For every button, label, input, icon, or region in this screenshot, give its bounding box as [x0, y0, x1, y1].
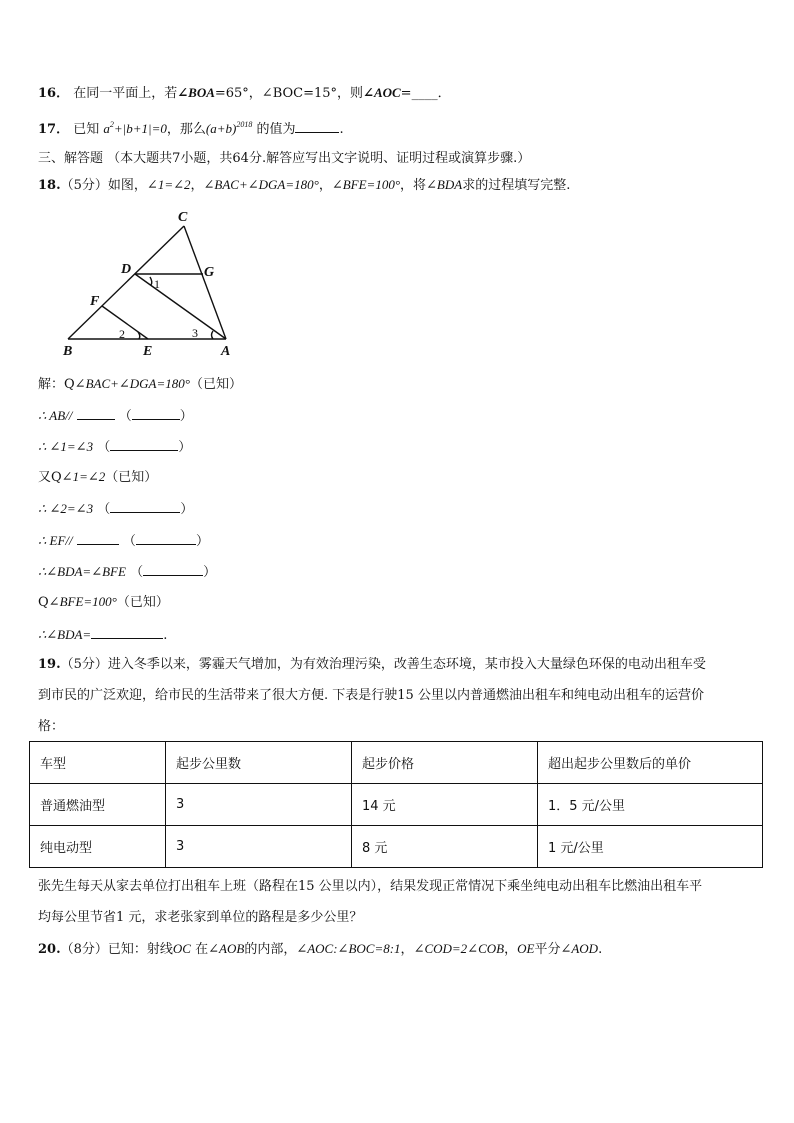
label-angle-2: 2	[119, 327, 125, 341]
question-number: 20.	[38, 942, 61, 957]
question-score: （5分）	[60, 657, 108, 672]
table-cell: 8 元	[352, 826, 538, 868]
segment-da	[135, 274, 226, 339]
question-19-text: 格：	[38, 719, 65, 734]
question-number: 18.	[38, 178, 61, 193]
math-expr: ∠AOC	[363, 85, 401, 100]
label-e: E	[143, 344, 153, 358]
solution-step-5: ∴ ∠2=∠3 （ ）	[38, 501, 194, 517]
question-text: =65°，∠BOC=15°，则	[214, 86, 364, 101]
question-19-text: 张先生每天从家去单位打出租车上班（路程在15 公里以内），结果发现正常情况下乘坐纯电动出租车比燃油出租车平	[38, 879, 703, 894]
table-cell: 1 元/公里	[538, 826, 763, 868]
answer-blank	[91, 625, 163, 639]
question-text: 的值为	[256, 122, 296, 137]
answer-blank	[77, 531, 119, 545]
question-text: 在	[195, 942, 209, 957]
reason-blank	[136, 531, 196, 545]
segment-fe	[102, 306, 148, 339]
reason-blank	[110, 437, 178, 451]
question-number: 19.	[38, 657, 61, 672]
math-expr: ∴ AB//	[38, 408, 73, 423]
table-header-cell: 起步价格	[352, 742, 538, 784]
question-text: ，那么	[166, 122, 206, 137]
solution-step-4: 又Q∠1=∠2（已知）	[38, 469, 158, 485]
table-cell: 1．5 元/公里	[538, 784, 763, 826]
table-row	[30, 784, 763, 826]
math-expr: ∠BFE=100°	[331, 177, 401, 192]
question-text: 进入冬季以来，雾霾天气增加，为有效治理污染，改善生态环境，某市投入大量绿色环保的电动出租车受	[107, 657, 706, 672]
solution-step-2: ∴ AB// （ ）	[38, 408, 193, 424]
question-text: 已知	[73, 122, 100, 137]
table-cell: 14 元	[352, 784, 538, 826]
table-header-cell: 车型	[30, 742, 166, 784]
question-text: =____．	[400, 86, 451, 101]
label-angle-1: 1	[154, 277, 160, 291]
table-row	[30, 826, 763, 868]
table-cell: 3	[166, 826, 352, 868]
question-text: 在同一平面上，若	[73, 86, 178, 101]
question-text: .	[339, 122, 344, 137]
table-cell: 普通燃油型	[30, 784, 166, 826]
question-text: 求的过程填写完整.	[462, 178, 571, 193]
label-g: G	[204, 265, 215, 280]
answer-blank	[295, 119, 339, 133]
math-expr: ∠1=∠2	[61, 469, 106, 484]
table-header-row	[30, 742, 763, 784]
solution-step-9: ∴∠BDA= .	[38, 627, 168, 643]
math-expr: ∴∠BDA=	[38, 627, 92, 642]
reason-blank	[143, 562, 203, 576]
math-expr: $a^2+|b+1|=0$	[103, 120, 167, 136]
math-expr: ∴ ∠2=∠3	[38, 501, 94, 516]
solution-step-8: Q∠BFE=100°（已知）	[38, 594, 169, 610]
solution-step-6: ∴ EF// （ ）	[38, 533, 209, 549]
math-expr: OE	[517, 941, 535, 956]
question-19-text: 均每公里节省1 元，求老张家到单位的路程是多少公里？	[38, 910, 363, 925]
reason-blank	[110, 499, 180, 513]
question-16	[38, 84, 451, 103]
math-expr: OC	[172, 941, 191, 956]
question-20: 20.（8分）已知：射线OC 在∠AOB的内部，∠AOC:∠BOC=8:1，∠COD=2∠COB，OE平分∠AOD.	[38, 941, 603, 957]
angle-mark-3	[212, 331, 214, 339]
question-text: 平分	[534, 942, 561, 957]
math-expr: ∠AOC:∠BOC=8:1	[296, 941, 401, 956]
label-b: B	[63, 344, 73, 358]
solution-step-3: ∴ ∠1=∠3 （ ）	[38, 439, 192, 455]
table-header-cell: 超出起步公里数后的单价	[538, 742, 763, 784]
question-number: 16．	[38, 86, 70, 101]
math-expr: ∴ ∠1=∠3	[38, 439, 94, 454]
question-18: 18.（5分）如图，∠1=∠2，∠BAC+∠DGA=180°，∠BFE=100°，将∠BDA求的过程填写完整.	[38, 177, 571, 193]
table-header-cell: 起步公里数	[166, 742, 352, 784]
question-text: 如图，	[107, 178, 147, 193]
math-expr: $(a+b)^{2018}$	[205, 120, 253, 136]
solution-step-1: 解：Q∠BAC+∠DGA=180°（已知）	[38, 376, 242, 392]
math-expr: ∠BAC+∠DGA=180°	[203, 177, 319, 192]
math-expr: ∠BAC+∠DGA=180°	[74, 376, 190, 391]
question-17	[38, 119, 344, 139]
math-expr: ∠BOA	[177, 85, 215, 100]
question-number: 17．	[38, 122, 70, 137]
table-cell: 3	[166, 784, 352, 826]
segment-ca	[184, 226, 226, 339]
geometry-figure	[58, 208, 238, 358]
label-angle-3: 3	[192, 326, 198, 340]
math-expr: ∠BFE=100°	[48, 594, 117, 609]
math-expr: ∠AOD	[560, 941, 599, 956]
label-c: C	[178, 210, 188, 225]
question-19	[38, 656, 706, 674]
reason-blank	[132, 406, 180, 420]
math-expr: ∠AOB	[208, 941, 245, 956]
angle-mark-1	[150, 277, 152, 285]
answer-blank	[77, 406, 115, 420]
label-f: F	[90, 294, 100, 309]
section-heading: 三、解答题 （本大题共7小题，共64分.解答应写出文字说明、证明过程或演算步骤.）	[38, 151, 531, 166]
solution-step-7: ∴∠BDA=∠BFE （ ）	[38, 564, 217, 580]
question-score: （8分）	[60, 942, 108, 957]
segment-bc	[68, 226, 184, 339]
question-text: 的内部，	[244, 942, 297, 957]
math-expr: ∠1=∠2	[146, 177, 191, 192]
question-score: （5分）	[60, 178, 108, 193]
label-d: D	[121, 262, 132, 277]
question-text: ，将	[400, 178, 427, 193]
fare-table	[29, 741, 763, 868]
question-19-text: 到市民的广泛欢迎，给市民的生活带来了很大方便. 下表是行驶15 公里以内普通燃油出租车和纯电动出租车的运营价	[38, 688, 704, 703]
math-expr: ∠COD=2∠COB	[413, 941, 505, 956]
label-a: A	[221, 344, 231, 358]
question-text: 已知：射线	[107, 942, 173, 957]
table-cell: 纯电动型	[30, 826, 166, 868]
math-expr: ∠BDA	[426, 177, 463, 192]
math-expr: ∴∠BDA=∠BFE	[38, 564, 126, 579]
math-expr: ∴ EF//	[38, 533, 73, 548]
